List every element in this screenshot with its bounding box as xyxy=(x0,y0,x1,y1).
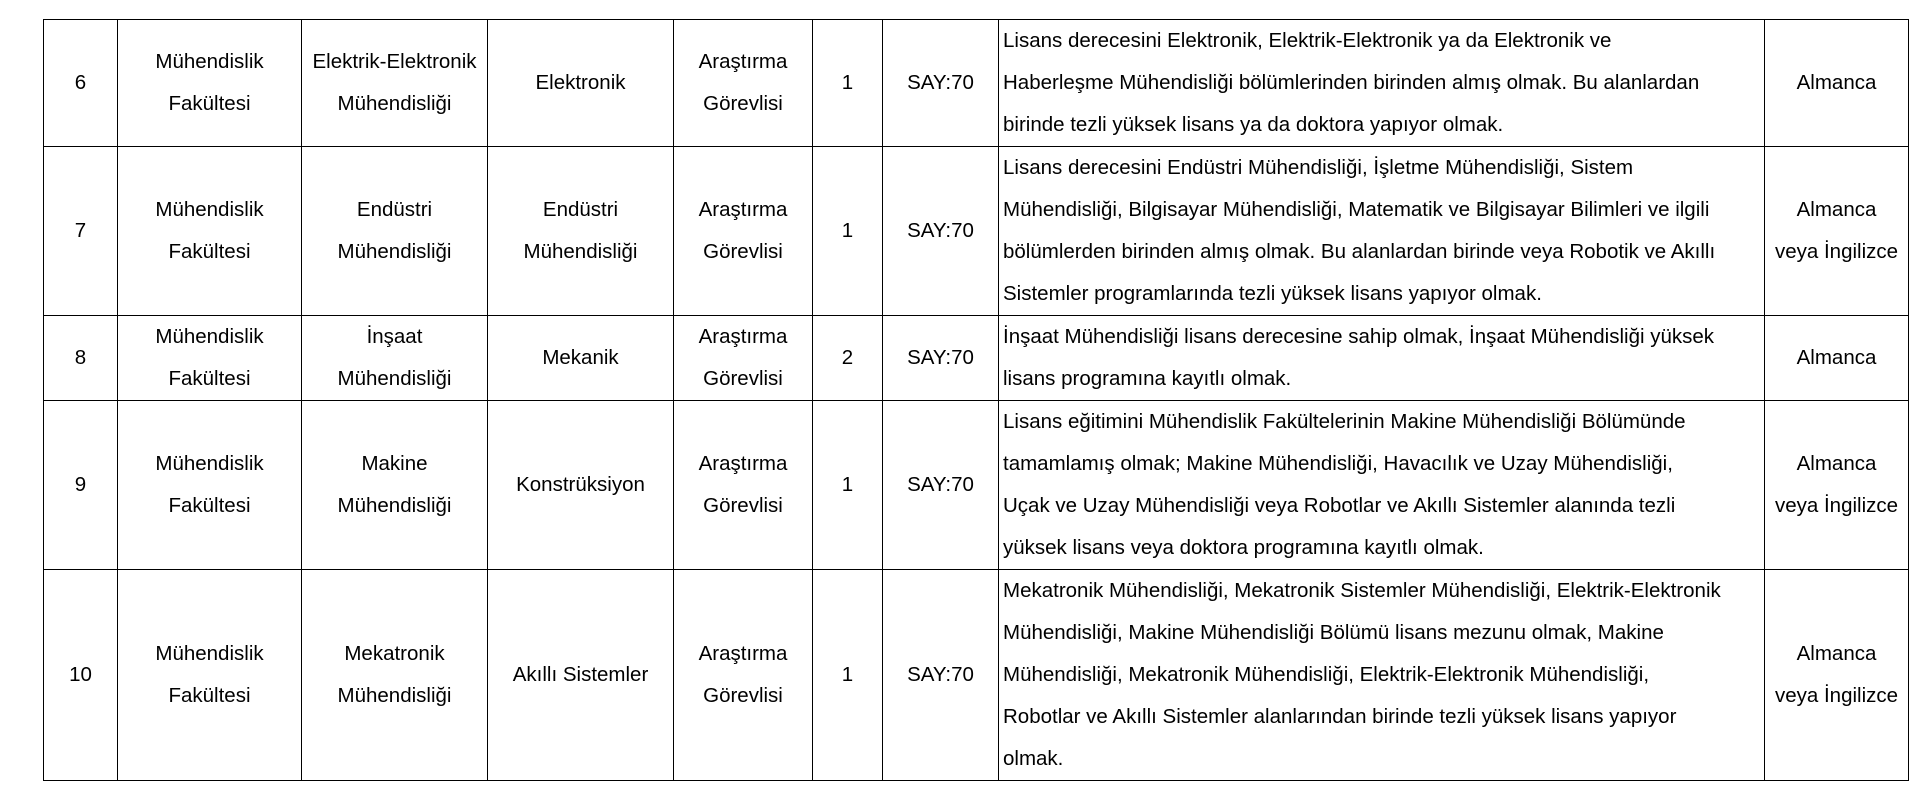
conditions-line: Mekatronik Mühendisliği, Mekatronik Sistemler Mühendisliği, Elektrik-Elektronik xyxy=(1003,579,1721,602)
faculty-line: Mühendislik xyxy=(155,325,264,348)
position-title-line: Görevlisi xyxy=(703,684,783,707)
position-title-line: Araştırma xyxy=(698,50,788,73)
position-count-cell xyxy=(813,147,883,316)
position-title-line: Araştırma xyxy=(698,198,788,221)
conditions-line: Haberleşme Mühendisliği bölümlerinden birinden almış olmak. Bu alanlardan xyxy=(1003,71,1700,94)
conditions-line: Uçak ve Uzay Mühendisliği veya Robotlar ve Akıllı Sistemler alanında tezli xyxy=(1003,494,1676,517)
conditions-line: tamamlamış olmak; Makine Mühendisliği, Havacılık ve Uzay Mühendisliği, xyxy=(1003,452,1673,475)
faculty-line: Mühendislik xyxy=(155,50,264,73)
faculty-line: Mühendislik xyxy=(155,198,264,221)
row-number-text: 9 xyxy=(74,473,87,496)
ales-score-cell xyxy=(883,316,999,401)
language-line: Almanca xyxy=(1796,642,1877,665)
faculty-cell xyxy=(118,20,302,147)
position-count-text: 1 xyxy=(841,663,854,686)
conditions-line: Mühendisliği, Makine Mühendisliği Bölümü lisans mezunu olmak, Makine xyxy=(1003,621,1664,644)
field-cell xyxy=(488,401,674,570)
position-title-line: Araştırma xyxy=(698,325,788,348)
conditions-line: olmak. xyxy=(1003,747,1064,770)
language-line: veya İngilizce xyxy=(1774,684,1899,707)
positions-table xyxy=(43,19,1909,781)
conditions-line: bölümlerden birinden almış olmak. Bu alanlardan birinde veya Robotik ve Akıllı xyxy=(1003,240,1716,263)
ales-score-text: SAY:70 xyxy=(907,663,974,686)
faculty-line: Mühendislik xyxy=(155,642,264,665)
conditions-line: Sistemler programlarında tezli yüksek lisans yapıyor olmak. xyxy=(1003,282,1542,305)
field-line: Konstrüksiyon xyxy=(516,473,645,496)
ales-score-text: SAY:70 xyxy=(907,346,974,369)
field-cell xyxy=(488,570,674,781)
conditions-line: lisans programına kayıtlı olmak. xyxy=(1003,367,1292,390)
position-count-cell xyxy=(813,20,883,147)
language-cell xyxy=(1765,570,1909,781)
row-number-text: 10 xyxy=(69,663,92,686)
language-line: Almanca xyxy=(1796,452,1877,475)
conditions-line: İnşaat Mühendisliği lisans derecesine sahip olmak, İnşaat Mühendisliği yüksek xyxy=(1003,325,1715,348)
position-title-line: Görevlisi xyxy=(703,494,783,517)
position-title-cell xyxy=(674,570,813,781)
faculty-line: Fakültesi xyxy=(168,684,251,707)
department-line: Mühendisliği xyxy=(337,92,452,115)
field-line: Endüstri xyxy=(542,198,619,221)
conditions-line: Lisans eğitimini Mühendislik Fakültelerinin Makine Mühendisliği Bölümünde xyxy=(1003,410,1686,433)
language-line: Almanca xyxy=(1796,71,1877,94)
row-number-cell xyxy=(44,147,118,316)
department-line: Mekatronik xyxy=(344,642,445,665)
department-line: İnşaat xyxy=(366,325,423,348)
faculty-line: Fakültesi xyxy=(168,367,251,390)
ales-score-cell xyxy=(883,401,999,570)
table-row xyxy=(44,147,1909,316)
language-cell xyxy=(1765,20,1909,147)
faculty-line: Fakültesi xyxy=(168,92,251,115)
faculty-line: Fakültesi xyxy=(168,240,251,263)
position-title-line: Görevlisi xyxy=(703,367,783,390)
row-number-cell xyxy=(44,401,118,570)
row-number-cell xyxy=(44,20,118,147)
position-count-text: 1 xyxy=(841,71,854,94)
conditions-line: yüksek lisans veya doktora programına kayıtlı olmak. xyxy=(1003,536,1484,559)
conditions-line: Lisans derecesini Endüstri Mühendisliği, İşletme Mühendisliği, Sistem xyxy=(1003,156,1634,179)
field-line: Elektronik xyxy=(535,71,626,94)
language-line: veya İngilizce xyxy=(1774,494,1899,517)
conditions-line: Mühendisliği, Mekatronik Mühendisliği, Elektrik-Elektronik Mühendisliği, xyxy=(1003,663,1650,686)
position-count-cell xyxy=(813,570,883,781)
field-cell xyxy=(488,20,674,147)
ales-score-text: SAY:70 xyxy=(907,473,974,496)
department-cell xyxy=(302,401,488,570)
ales-score-cell xyxy=(883,20,999,147)
language-cell xyxy=(1765,316,1909,401)
ales-score-cell xyxy=(883,570,999,781)
department-line: Mühendisliği xyxy=(337,367,452,390)
position-count-text: 1 xyxy=(841,473,854,496)
language-line: veya İngilizce xyxy=(1774,240,1899,263)
position-title-line: Araştırma xyxy=(698,642,788,665)
field-line: Mühendisliği xyxy=(523,240,638,263)
ales-score-text: SAY:70 xyxy=(907,219,974,242)
department-cell xyxy=(302,316,488,401)
language-line: Almanca xyxy=(1796,346,1877,369)
conditions-line: birinde tezli yüksek lisans ya da doktora yapıyor olmak. xyxy=(1003,113,1504,136)
department-line: Mühendisliği xyxy=(337,240,452,263)
department-cell xyxy=(302,147,488,316)
field-line: Akıllı Sistemler xyxy=(512,663,649,686)
position-title-line: Araştırma xyxy=(698,452,788,475)
conditions-cell xyxy=(999,316,1765,401)
language-cell xyxy=(1765,147,1909,316)
position-count-cell xyxy=(813,401,883,570)
faculty-cell xyxy=(118,570,302,781)
department-cell xyxy=(302,570,488,781)
conditions-line: Mühendisliği, Bilgisayar Mühendisliği, Matematik ve Bilgisayar Bilimleri ve ilgili xyxy=(1003,198,1710,221)
row-number-cell xyxy=(44,570,118,781)
department-line: Endüstri xyxy=(356,198,433,221)
ales-score-cell xyxy=(883,147,999,316)
conditions-line: Robotlar ve Akıllı Sistemler alanlarından birinde tezli yüksek lisans yapıyor xyxy=(1003,705,1677,728)
department-line: Mühendisliği xyxy=(337,684,452,707)
conditions-cell xyxy=(999,401,1765,570)
faculty-cell xyxy=(118,147,302,316)
table-row xyxy=(44,20,1909,147)
position-count-cell xyxy=(813,316,883,401)
position-title-cell xyxy=(674,20,813,147)
department-line: Makine xyxy=(361,452,428,475)
position-title-cell xyxy=(674,147,813,316)
language-cell xyxy=(1765,401,1909,570)
row-number-cell xyxy=(44,316,118,401)
position-title-cell xyxy=(674,316,813,401)
faculty-cell xyxy=(118,316,302,401)
row-number-text: 7 xyxy=(74,219,87,242)
faculty-cell xyxy=(118,401,302,570)
row-number-text: 6 xyxy=(74,71,87,94)
row-number-text: 8 xyxy=(74,346,87,369)
conditions-cell xyxy=(999,20,1765,147)
language-line: Almanca xyxy=(1796,198,1877,221)
ales-score-text: SAY:70 xyxy=(907,71,974,94)
field-line: Mekanik xyxy=(542,346,619,369)
table-row xyxy=(44,570,1909,781)
field-cell xyxy=(488,147,674,316)
department-line: Elektrik-Elektronik xyxy=(312,50,477,73)
department-cell xyxy=(302,20,488,147)
department-line: Mühendisliği xyxy=(337,494,452,517)
position-title-cell xyxy=(674,401,813,570)
position-count-text: 2 xyxy=(841,346,854,369)
conditions-cell xyxy=(999,570,1765,781)
table-row xyxy=(44,401,1909,570)
faculty-line: Mühendislik xyxy=(155,452,264,475)
field-cell xyxy=(488,316,674,401)
conditions-cell xyxy=(999,147,1765,316)
position-title-line: Görevlisi xyxy=(703,240,783,263)
position-count-text: 1 xyxy=(841,219,854,242)
table-row xyxy=(44,316,1909,401)
conditions-line: Lisans derecesini Elektronik, Elektrik-Elektronik ya da Elektronik ve xyxy=(1003,29,1612,52)
position-title-line: Görevlisi xyxy=(703,92,783,115)
faculty-line: Fakültesi xyxy=(168,494,251,517)
